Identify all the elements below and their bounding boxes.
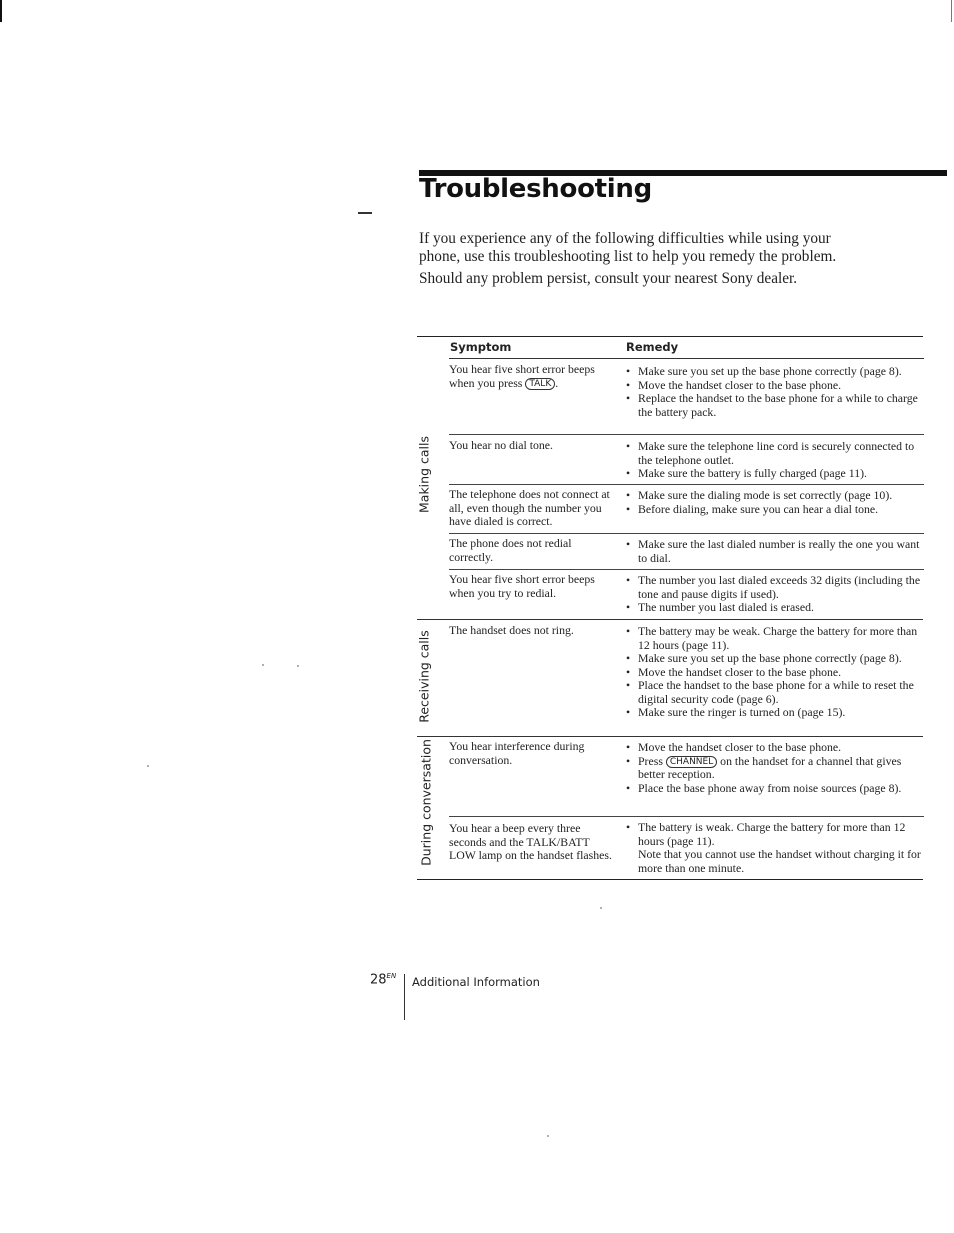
intro-paragraph: If you experience any of the following difficulties while using your phone, use this troubleshooting list to help you remedy the problem. [419,230,837,265]
table-row-remedy [626,741,924,795]
remedy-item: • Press CHANNEL on the handset for a channel that gives better reception. [626,755,924,782]
table-row-symptom: The telephone does not connect at all, even though the number you have dialed is correct. [449,487,610,528]
table-row-symptom: You hear no dial tone. [449,438,553,452]
remedy-item: • The number you last dialed is erased. [626,601,924,615]
table-top-rule [417,336,923,337]
scan-speck [262,664,264,666]
table-row-remedy [626,574,924,615]
section-label-making-calls: Making calls [416,436,432,513]
section-rule [417,736,923,737]
table-bottom-rule [417,879,923,880]
remedy-item: • Make sure the last dialed number is really the one you want to dial. [626,538,924,565]
section-label-receiving-calls: Receiving calls [416,630,432,723]
table-row-symptom: You hear a beep every three seconds and the TALK/BATT LOW lamp on the handset flashes. [449,821,612,862]
row-rule [449,816,924,817]
page-suffix: EN [386,972,397,980]
row-rule [449,434,924,435]
talk-key-icon: TALK [525,378,555,390]
section-label-during-conversation [419,733,434,873]
section-rule [417,619,923,620]
page-title: Troubleshooting [419,174,652,204]
table-row-remedy [626,365,924,419]
remedy-item: • Make sure you set up the base phone correctly (page 8). [626,365,924,379]
intro-paragraph: Should any problem persist, consult your nearest Sony dealer. [419,270,798,287]
remedy-item: • Before dialing, make sure you can hear a dial tone. [626,503,924,517]
scan-speck [600,907,602,909]
table-row-symptom: You hear five short error beeps when you try to redial. [449,572,595,600]
remedy-item: • Move the handset closer to the base phone. [626,379,924,393]
footer-divider [404,974,405,1020]
channel-key-icon: CHANNEL [666,756,717,768]
scan-speck [147,765,149,767]
remedy-item: • Make sure the ringer is turned on (page 15). [626,706,924,720]
scan-speck [297,665,299,667]
remedy-item: • Move the handset closer to the base phone. [626,741,924,755]
row-rule [449,569,924,570]
remedy-item: • The battery may be weak. Charge the battery for more than 12 hours (page 11). [626,625,924,652]
section-label-text: During conversation [418,739,434,866]
row-rule [449,484,924,485]
remedy-item: • Place the base phone away from noise sources (page 8). [626,782,924,796]
table-row-remedy [626,440,924,481]
table-row-symptom: You hear five short error beeps when you press TALK . [449,362,595,390]
table-row-symptom: You hear interference during conversation. [449,739,585,767]
scan-speck [547,1135,549,1137]
remedy-item: • Move the handset closer to the base phone. [626,666,924,680]
remedy-item: • Make sure the battery is fully charged (page 11). [626,467,924,481]
edge-mark [951,0,952,22]
symptom-header: Symptom [450,340,512,354]
remedy-item: • Place the handset to the base phone for a while to reset the digital security code (page 6). [626,679,924,706]
remedy-header: Remedy [626,340,679,354]
table-row-remedy [626,489,924,516]
intro-text [419,230,839,292]
remedy-item: • Make sure the telephone line cord is securely connected to the telephone outlet. [626,440,924,467]
remedy-item: • The number you last dialed exceeds 32 digits (including the tone and pause digits if used). [626,574,924,601]
remedy-note: Note that you cannot use the handset without charging it for more than one minute. [638,847,921,875]
scan-mark [358,212,372,214]
row-rule [449,533,924,534]
edge-mark [0,0,2,22]
footer-section-name: Additional Information [412,975,540,989]
remedy-item: • Make sure you set up the base phone correctly (page 8). [626,652,924,666]
table-row-remedy [626,625,924,720]
page-number: $28^{EN}$ [370,972,397,988]
remedy-item: • Make sure the dialing mode is set correctly (page 10). [626,489,924,503]
table-row-symptom: The phone does not redial correctly. [449,536,572,564]
table-row-remedy [626,538,924,565]
table-row-remedy [626,821,924,875]
table-row-symptom: The handset does not ring. [449,623,574,637]
header-rule [449,358,924,359]
remedy-item: • The battery is weak. Charge the battery for more than 12 hours (page 11). [626,821,924,848]
remedy-item: • Replace the handset to the base phone for a while to charge the battery pack. [626,392,924,419]
